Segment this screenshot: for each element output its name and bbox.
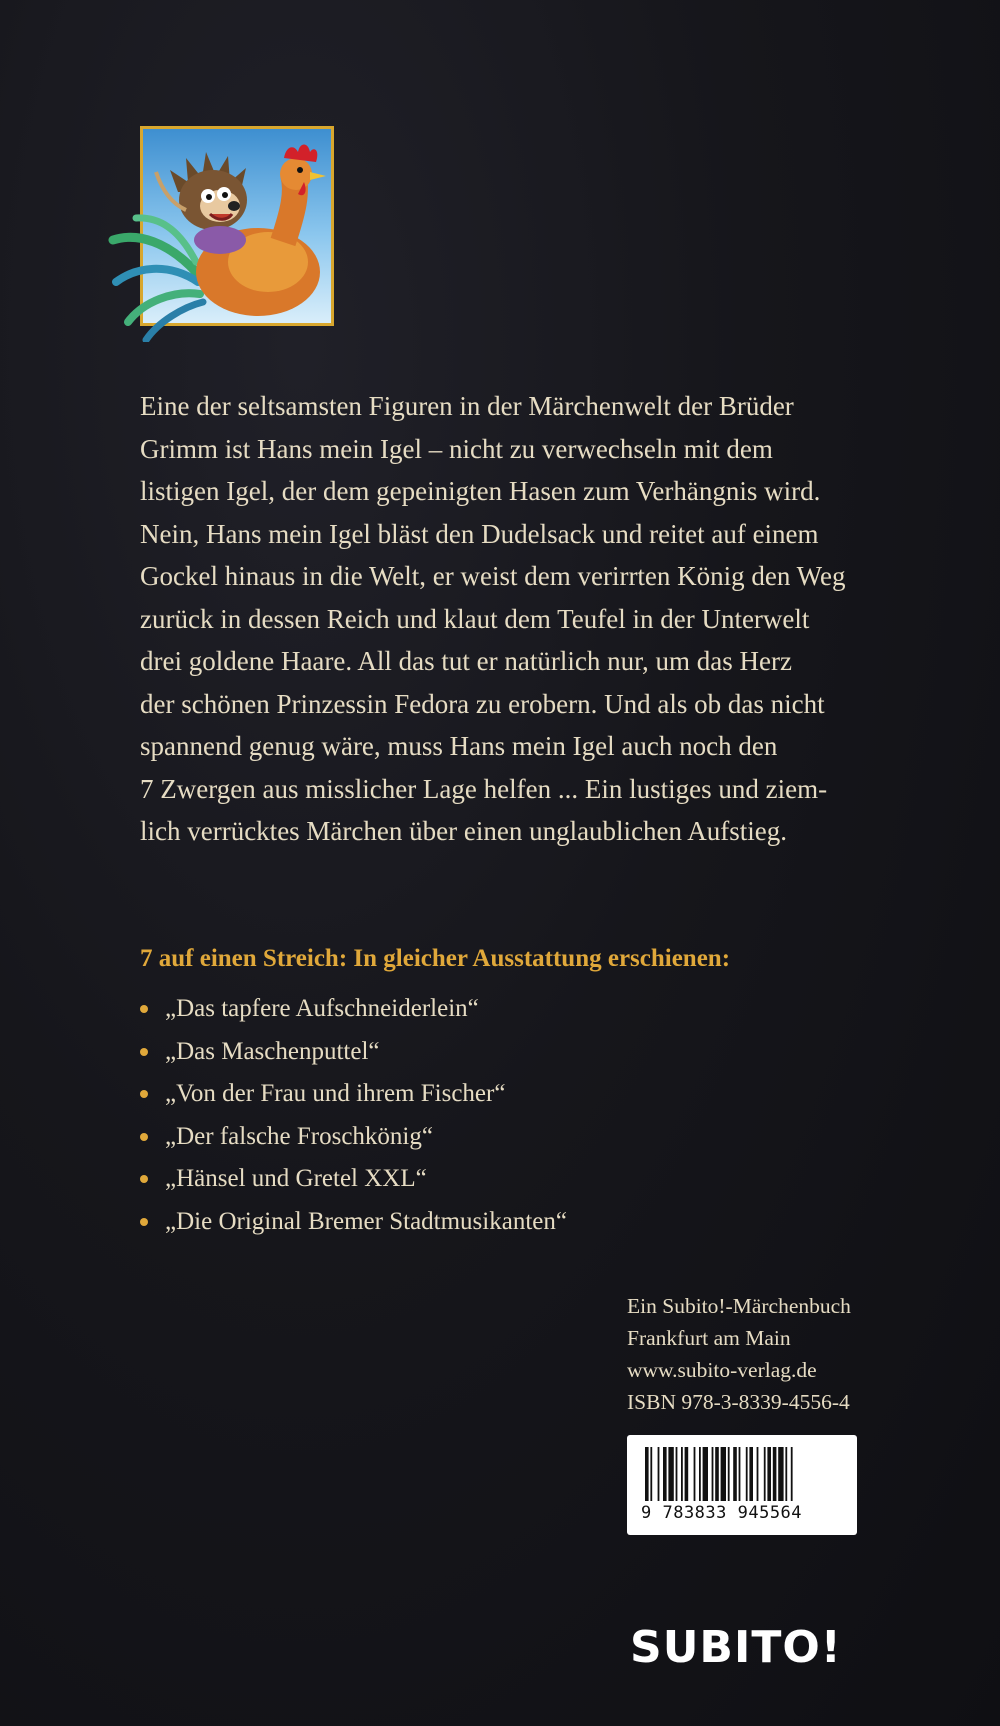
barcode-bar: [746, 1447, 748, 1501]
barcode-bar: [728, 1447, 730, 1501]
blurb-line: der schönen Prinzessin Fedora zu erobern. Und als ob das nicht: [140, 688, 825, 719]
barcode-bars: [641, 1447, 843, 1503]
bullet-dot-icon: [140, 1218, 148, 1226]
series-title: „Von der Frau und ihrem Fischer“: [165, 1080, 506, 1108]
hedgehog-rooster-illustration: [108, 122, 344, 342]
barcode-bar: [749, 1447, 753, 1501]
blurb-line: listigen Igel, der dem gepeinigten Hasen zum Verhängnis wird.: [140, 476, 821, 506]
series-list-item: [140, 1158, 567, 1201]
bullet-dot-icon: [140, 1175, 148, 1183]
barcode-bar: [785, 1447, 787, 1501]
barcode-bar: [791, 1447, 793, 1501]
publisher-line: Ein Subito!-Märchenbuch: [627, 1294, 851, 1318]
barcode-bar: [757, 1447, 759, 1501]
hedgehog-rooster-drawing: [108, 122, 344, 342]
rooster-beak: [310, 172, 326, 180]
blurb-line: Eine der seltsamsten Figuren in der Märchenwelt der Brüder: [140, 391, 794, 421]
barcode-bar: [694, 1447, 696, 1501]
barcode-bar: [645, 1447, 649, 1501]
series-title: „Der falsche Froschkönig“: [165, 1122, 433, 1150]
series-list-item: [140, 1073, 567, 1116]
barcode-bar: [650, 1447, 652, 1501]
barcode-bar: [773, 1447, 777, 1501]
series-list-item: [140, 1031, 567, 1074]
barcode-bar: [721, 1447, 726, 1501]
barcode-bar: [767, 1447, 771, 1501]
barcode-bar: [778, 1447, 783, 1501]
series-title: „Das Maschenputtel“: [165, 1037, 380, 1065]
barcode-bar: [715, 1447, 719, 1501]
blurb-line: drei goldene Haare. All das tut er natürlich nur, um das Herz: [140, 646, 792, 676]
barcode-bar: [663, 1447, 667, 1501]
series-list-item: [140, 1116, 567, 1159]
barcode-digits: 9 783833 945564: [641, 1503, 803, 1523]
blurb-line: Gockel hinaus in die Welt, er weist dem verirrten König den Weg: [140, 561, 846, 591]
barcode-bar: [668, 1447, 673, 1501]
barcode-bar: [658, 1447, 660, 1501]
barcode-bar: [699, 1447, 701, 1501]
series-list-item: [140, 988, 567, 1031]
series-list: [140, 988, 567, 1243]
bullet-dot-icon: [140, 1005, 148, 1013]
rooster-comb: [284, 145, 317, 163]
hedgehog: [156, 152, 247, 254]
blurb-line: lich verrücktes Märchen über einen unglaublichen Aufstieg.: [140, 816, 788, 846]
blurb-text: [140, 385, 930, 853]
series-title: „Die Original Bremer Stadtmusikanten“: [165, 1207, 567, 1235]
rooster-head: [280, 158, 312, 190]
subito-logo: [630, 1618, 840, 1678]
barcode-bar: [676, 1447, 678, 1501]
series-heading: 7 auf einen Streich: In gleicher Ausstattung erschienen:: [140, 945, 731, 972]
blurb-line: zurück in dessen Reich und klaut dem Teufel in der Unterwelt: [140, 603, 810, 634]
isbn-text: ISBN 978-3-8339-4556-4: [627, 1390, 850, 1414]
bullet-dot-icon: [140, 1090, 148, 1098]
blurb-line: spannend genug wäre, muss Hans mein Igel auch noch den: [140, 731, 778, 761]
publisher-imprint: [627, 1290, 851, 1418]
barcode-bar: [681, 1447, 683, 1501]
barcode-bar: [733, 1447, 737, 1501]
barcode-bar: [685, 1447, 689, 1501]
rooster-tail: [113, 218, 203, 340]
bullet-dot-icon: [140, 1133, 148, 1141]
publisher-website: www.subito-verlag.de: [627, 1358, 817, 1382]
hedgehog-trousers: [194, 226, 246, 254]
bullet-dot-icon: [140, 1048, 148, 1056]
barcode-bar: [703, 1447, 708, 1501]
series-list-item: [140, 1201, 567, 1244]
barcode-bar: [764, 1447, 766, 1501]
publisher-city: Frankfurt am Main: [627, 1326, 791, 1350]
series-title: „Das tapfere Aufschneiderlein“: [165, 995, 479, 1023]
blurb-line: 7 Zwergen aus misslicher Lage helfen ... Ein lustiges und ziem-: [140, 773, 828, 804]
series-title: „Hänsel und Gretel XXL“: [165, 1165, 427, 1193]
barcode-bar: [712, 1447, 714, 1501]
subito-logo-text: SUBITO!: [630, 1622, 842, 1673]
blurb-line: Grimm ist Hans mein Igel – nicht zu verwechseln mit dem: [140, 433, 773, 464]
blurb-line: Nein, Hans mein Igel bläst den Dudelsack und reitet auf einem: [140, 518, 819, 549]
barcode: [627, 1435, 857, 1535]
barcode-bar: [739, 1447, 741, 1501]
